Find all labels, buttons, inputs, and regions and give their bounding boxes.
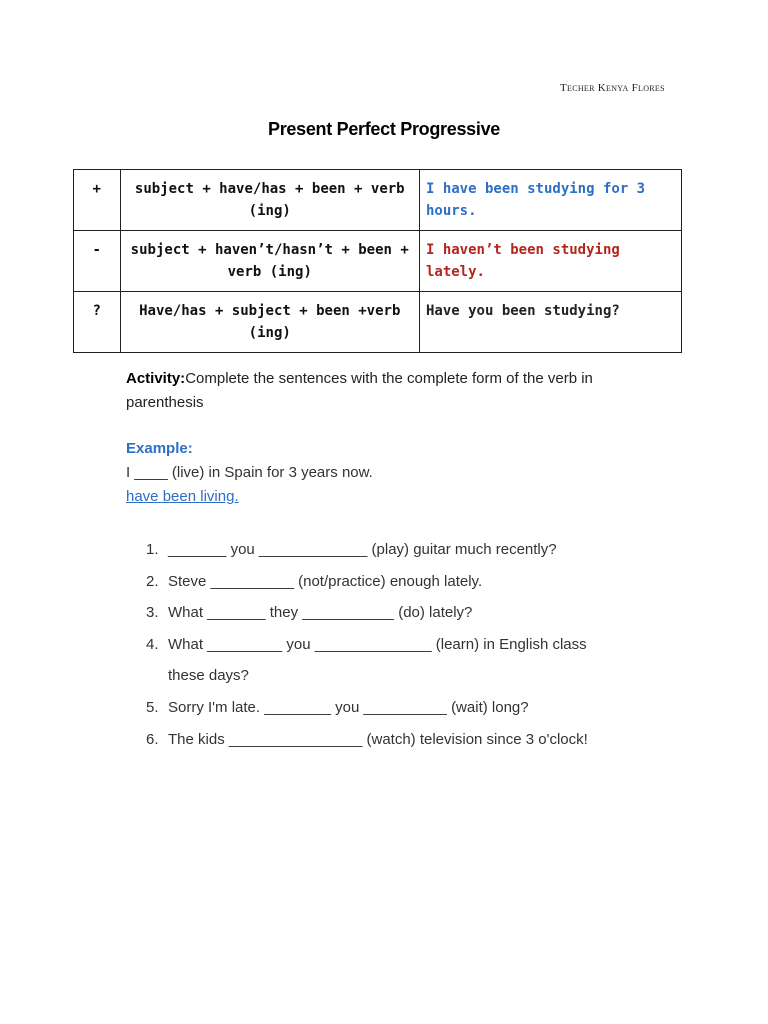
example-sentence: I ____ (live) in Spain for 3 years now. (126, 464, 373, 481)
item-number: 1. (146, 541, 159, 558)
activity-instructions (126, 367, 626, 415)
list-item (146, 629, 666, 692)
author-name: Techer Kenya Flores (560, 82, 665, 94)
row-structure: Have/has + subject + been +verb (ing) (120, 292, 419, 353)
item-text: What _________ you ______________ (learn) in English class (168, 635, 587, 653)
item-number: 5. (146, 698, 159, 716)
item-continuation: these days? (168, 667, 249, 685)
item-number: 6. (146, 730, 159, 748)
row-example: I haven’t been studying lately. (419, 231, 681, 292)
table-row (74, 231, 682, 292)
item-text: _______ you _____________ (play) guitar much recently? (168, 541, 557, 558)
exercise-list (146, 534, 666, 755)
row-structure: subject + haven’t/hasn’t + been + verb (ing) (120, 231, 419, 292)
row-symbol: + (74, 170, 121, 231)
grammar-table (73, 169, 682, 353)
table-row (74, 292, 682, 353)
activity-text: Complete the sentences with the complete form of the verb in parenthesis (126, 370, 593, 411)
item-text: Steve __________ (not/practice) enough lately. (168, 572, 483, 590)
table-row (74, 170, 682, 231)
example-label: Example: (126, 440, 193, 457)
item-number: 2. (146, 572, 159, 590)
page-title: Present Perfect Progressive (267, 119, 501, 139)
list-item (146, 566, 666, 598)
item-text: The kids ________________ (watch) television since 3 o'clock! (168, 730, 588, 748)
row-symbol: - (74, 231, 121, 292)
row-example: I have been studying for 3 hours. (419, 170, 681, 231)
list-item (146, 597, 666, 629)
item-text: Sorry I'm late. ________ you __________ (wait) long? (168, 698, 529, 716)
list-item (146, 724, 666, 756)
row-example: Have you been studying? (419, 292, 681, 353)
example-answer: have been living. (126, 488, 239, 505)
item-text: What _______ they ___________ (do) lately? (168, 604, 473, 622)
item-number: 3. (146, 604, 159, 622)
list-item (146, 692, 666, 724)
row-structure: subject + have/has + been + verb (ing) (120, 170, 419, 231)
activity-label: Activity: (126, 370, 186, 387)
item-number: 4. (146, 635, 159, 653)
row-symbol: ? (74, 292, 121, 353)
list-item (146, 534, 666, 566)
